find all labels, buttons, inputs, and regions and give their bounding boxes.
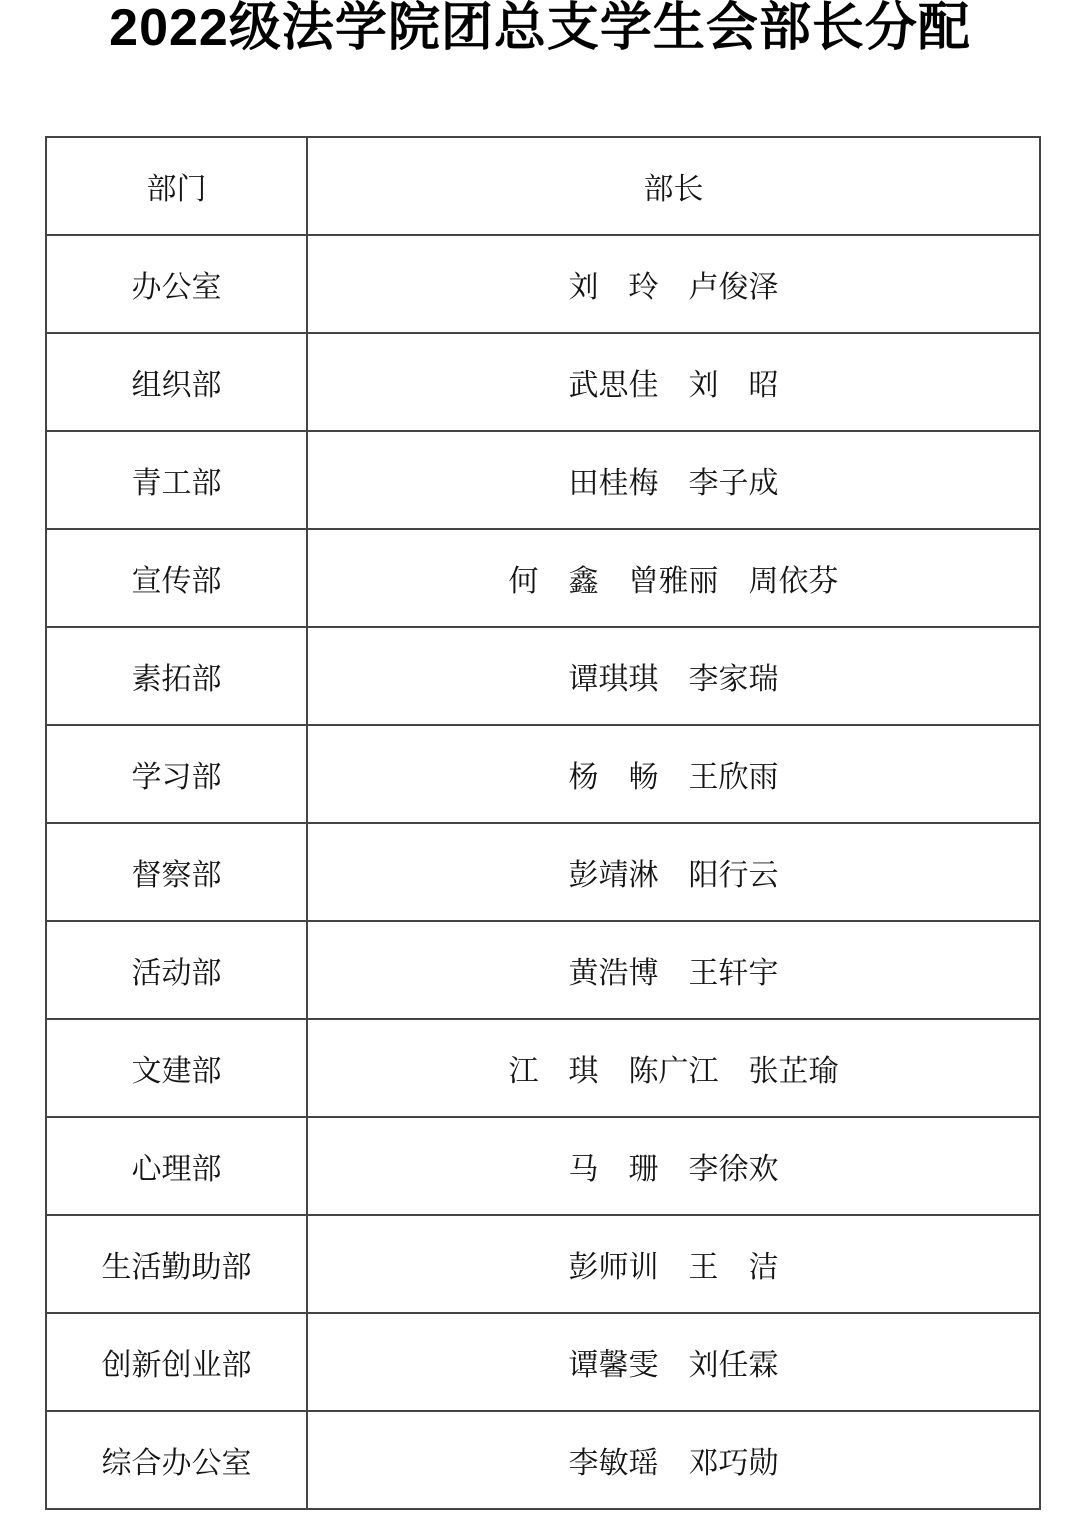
table-row — [46, 725, 1040, 823]
leaders-cell: 马 珊 李徐欢 — [307, 1117, 1040, 1215]
department-cell: 宣传部 — [46, 529, 307, 627]
table-row — [46, 529, 1040, 627]
table-row — [46, 333, 1040, 431]
department-cell: 办公室 — [46, 235, 307, 333]
department-cell: 组织部 — [46, 333, 307, 431]
department-cell: 文建部 — [46, 1019, 307, 1117]
leaders-cell: 田桂梅 李子成 — [307, 431, 1040, 529]
table-row — [46, 1411, 1040, 1509]
column-header-leaders: 部长 — [307, 137, 1040, 235]
leaders-cell: 黄浩博 王轩宇 — [307, 921, 1040, 1019]
department-cell: 综合办公室 — [46, 1411, 307, 1509]
department-cell: 学习部 — [46, 725, 307, 823]
table-row — [46, 823, 1040, 921]
department-cell: 活动部 — [46, 921, 307, 1019]
table-row — [46, 431, 1040, 529]
department-cell: 督察部 — [46, 823, 307, 921]
leaders-cell: 彭师训 王 洁 — [307, 1215, 1040, 1313]
department-leaders-table — [45, 136, 1041, 1510]
table-head — [46, 137, 1040, 235]
page-title: 2022级法学院团总支学生会部长分配 — [109, 0, 971, 57]
leaders-cell: 何 鑫 曾雅丽 周依芬 — [307, 529, 1040, 627]
department-cell: 生活勤助部 — [46, 1215, 307, 1313]
table-row — [46, 1313, 1040, 1411]
leaders-cell: 杨 畅 王欣雨 — [307, 725, 1040, 823]
leaders-cell: 李敏瑶 邓巧勋 — [307, 1411, 1040, 1509]
department-cell: 心理部 — [46, 1117, 307, 1215]
leaders-cell: 江 琪 陈广江 张芷瑜 — [307, 1019, 1040, 1117]
leaders-cell: 武思佳 刘 昭 — [307, 333, 1040, 431]
leaders-cell: 谭琪琪 李家瑞 — [307, 627, 1040, 725]
table-row — [46, 1019, 1040, 1117]
leaders-cell: 谭馨雯 刘任霖 — [307, 1313, 1040, 1411]
department-cell: 青工部 — [46, 431, 307, 529]
leaders-cell: 刘 玲 卢俊泽 — [307, 235, 1040, 333]
table-row — [46, 1117, 1040, 1215]
department-cell: 素拓部 — [46, 627, 307, 725]
table-header-row — [46, 137, 1040, 235]
table-row — [46, 921, 1040, 1019]
table-row — [46, 235, 1040, 333]
table-row — [46, 627, 1040, 725]
table-body — [46, 235, 1040, 1509]
leaders-cell: 彭靖淋 阳行云 — [307, 823, 1040, 921]
department-cell: 创新创业部 — [46, 1313, 307, 1411]
table-row — [46, 1215, 1040, 1313]
column-header-department: 部门 — [46, 137, 307, 235]
